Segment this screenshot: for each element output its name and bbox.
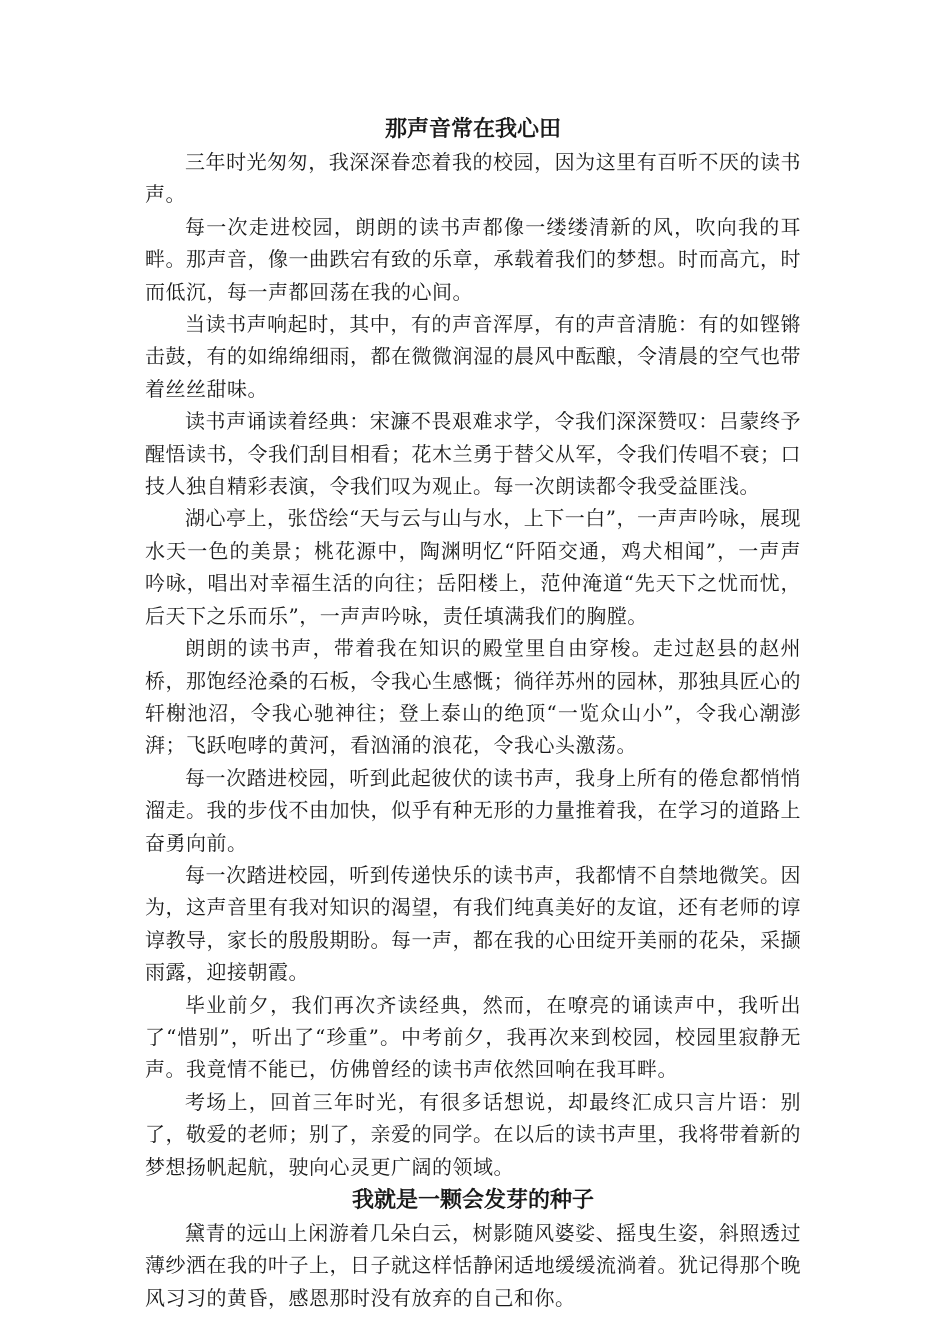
essay-paragraph: 三年时光匆匆，我深深眷恋着我的校园，因为这里有百听不厌的读书声。 (145, 150, 801, 207)
essay-title: 我就是一颗会发芽的种子 (351, 1187, 594, 1213)
essay-paragraph: 考场上，回首三年时光，有很多话想说，却最终汇成只言片语：别了，敬爱的老师；别了，亲爱的同学。在以后的读书声里，我将带着新的梦想扬帆起航，驶向心灵更广阔的领域。 (145, 1089, 801, 1179)
document-page (145, 112, 801, 1314)
essay-paragraph: 每一次踏进校园，听到传递快乐的读书声，我都情不自禁地微笑。因为，这声音里有我对知识的渴望，有我们纯真美好的友谊，还有老师的谆谆教导，家长的殷殷期盼。每一声，都在我的心田绽开美丽的花朵，采撷雨露，迎接朝霞。 (145, 862, 801, 985)
essay-paragraph: 每一次走进校园，朗朗的读书声都像一缕缕清新的风，吹向我的耳畔。那声音，像一曲跌宕有致的乐章，承载着我们的梦想。时而高亢，时而低沉，每一声都回荡在我的心间。 (145, 214, 801, 304)
essay-title: 那声音常在我心田 (384, 116, 561, 142)
essay-paragraph: 黛青的远山上闲游着几朵白云，树影随风婆娑、摇曳生姿，斜照透过薄纱洒在我的叶子上，日子就这样恬静闲适地缓缓流淌着。犹记得那个晚风习习的黄昏，感恩那时没有放弃的自己和你。 (145, 1221, 801, 1310)
essay-paragraph: 读书声诵读着经典：宋濂不畏艰难求学，令我们深深赞叹：吕蒙终予醒悟读书，令我们刮目相看；花木兰勇于替父从军，令我们传唱不衰；口技人独自精彩表演，令我们叹为观止。每一次朗读都令我受益匪浅。 (145, 409, 801, 499)
essay-paragraph: 朗朗的读书声，带着我在知识的殿堂里自由穿梭。走过赵县的赵州桥，那饱经沧桑的石板，令我心生感慨；徜徉苏州的园林，那独具匠心的轩榭池沼，令我心驰神往；登上泰山的绝顶“一览众山小”，令我心潮澎湃；飞跃咆哮的黄河，看汹涌的浪花，令我心头激荡。 (145, 636, 801, 758)
essay-paragraph: 湖心亭上，张岱绘“天与云与山与水，上下一白”，一声声吟咏，展现水天一色的美景；桃花源中，陶渊明忆“阡陌交通，鸡犬相闻”，一声声吟咏，唱出对幸福生活的向往；岳阳楼上，范仲淹道“先天下之忧而忧，后天下之乐而乐”，一声声吟咏，责任填满我们的胸膛。 (145, 506, 801, 628)
essay-paragraph: 每一次踏进校园，听到此起彼伏的读书声，我身上所有的倦怠都悄悄溜走。我的步伐不由加快，似乎有种无形的力量推着我，在学习的道路上奋勇向前。 (145, 765, 801, 855)
essay-paragraph: 当读书声响起时，其中，有的声音浑厚，有的声音清脆：有的如铿锵击鼓，有的如绵绵细雨，都在微微润湿的晨风中酝酿，令清晨的空气也带着丝丝甜味。 (145, 312, 801, 401)
essay-paragraph: 毕业前夕，我们再次齐读经典，然而，在嘹亮的诵读声中，我听出了“惜别”，听出了“珍重”。中考前夕，我再次来到校园，校园里寂静无声。我竟情不能已，仿佛曾经的读书声依然回响在我耳畔。 (145, 992, 801, 1082)
